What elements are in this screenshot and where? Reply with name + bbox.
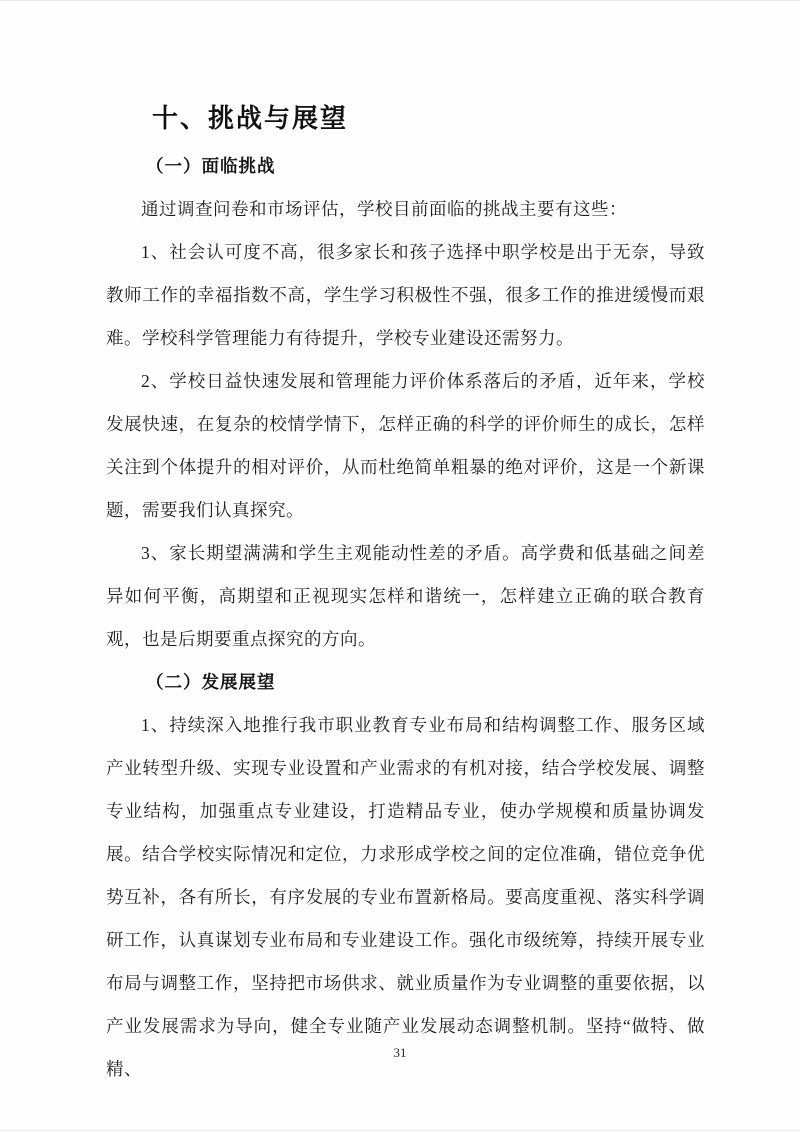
document-content <box>106 93 705 1091</box>
section-heading-challenges: （一）面临挑战 <box>146 156 276 176</box>
section-heading-prospects: （二）发展展望 <box>146 672 276 692</box>
paragraph-prospect-1: 1、持续深入地推行我市职业教育专业布局和结构调整工作、服务区域产业转型升级、实现专业设置和产业需求的有机对接，结合学校发展、调整专业结构，加强重点专业建设，打造精品专业，使办学规模和质量协调发展。结合学校实际情况和定位，力求形成学校之间的定位准确，错位竞争优势互补，各有所长，有序发展的专业布置新格局。要高度重视、落实科学调研工作，认真谋划专业布局和专业建设工作。强化市级统筹，持续开展专业布局与调整工作，坚持把市场供求、就业质量作为专业调整的重要依据，以产业发展需求为导向，健全专业随产业发展动态调整机制。坚持“做特、做精、 <box>106 715 705 1079</box>
page-title: 十、挑战与展望 <box>152 104 349 133</box>
paragraph-challenge-3: 3、家长期望满满和学生主观能动性差的矛盾。高学费和低基础之间差异如何平衡，高期望和正视现实怎样和谐统一，怎样建立正确的联合教育观，也是后期要重点探究的方向。 <box>106 543 705 649</box>
page-number: 31 <box>393 1045 407 1060</box>
paragraph-challenge-2: 2、学校日益快速发展和管理能力评价体系落后的矛盾，近年来，学校发展快速，在复杂的校情学情下，怎样正确的科学的评价师生的成长，怎样关注到个体提升的相对评价，从而杜绝简单粗暴的绝对评价，这是一个新课题，需要我们认真探究。 <box>106 371 705 520</box>
paragraph-challenges-intro: 通过调查问卷和市场评估，学校目前面临的挑战主要有这些： <box>141 199 627 219</box>
paragraph-challenge-1: 1、社会认可度不高，很多家长和孩子选择中职学校是出于无奈，导致教师工作的幸福指数不高，学生学习积极性不强，很多工作的推进缓慢而艰难。学校科学管理能力有待提升，学校专业建设还需努力。 <box>106 242 705 348</box>
